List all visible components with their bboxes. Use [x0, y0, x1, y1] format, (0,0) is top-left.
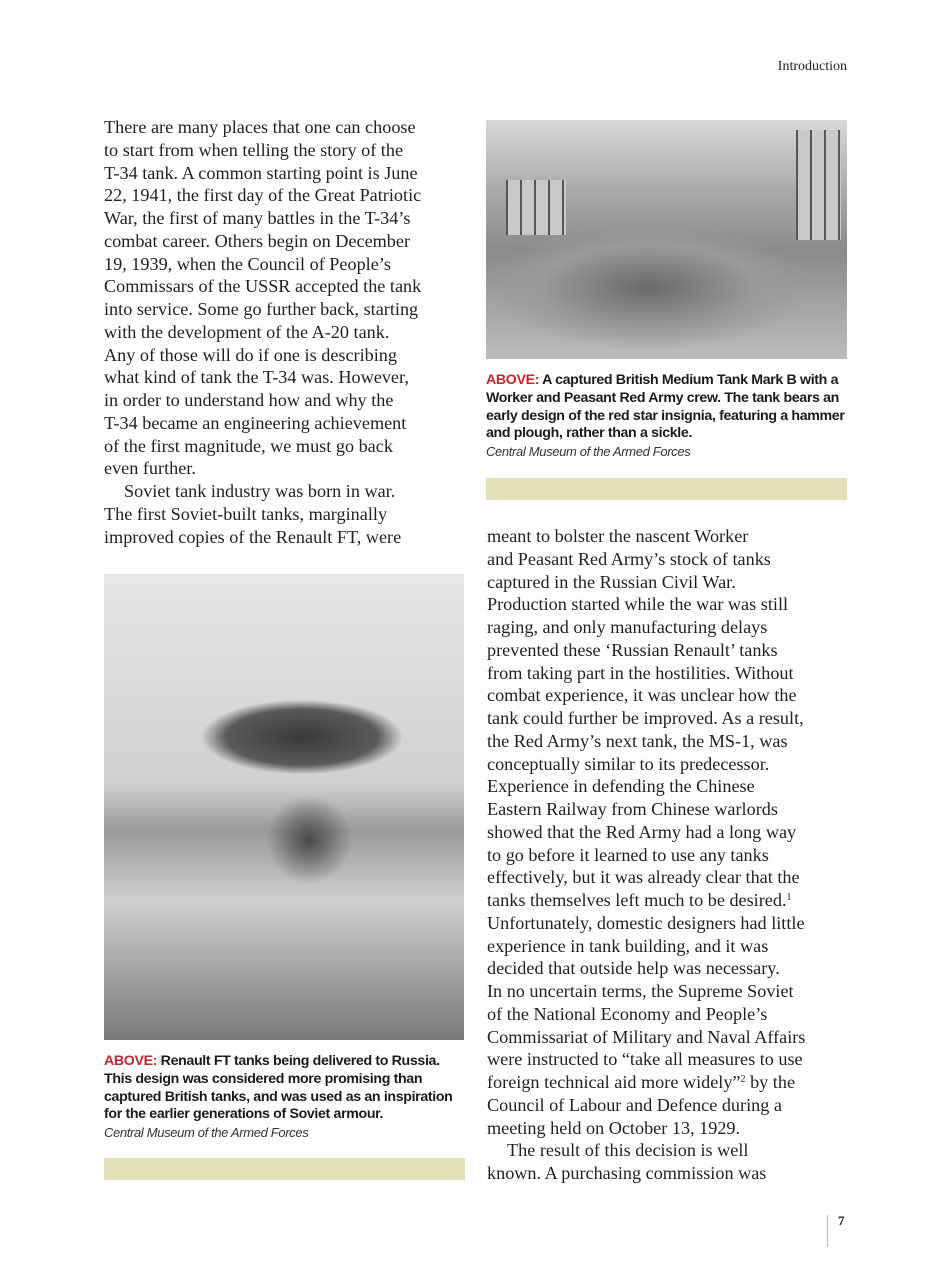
text-line-content: T-34 became an engineering achievement [104, 412, 407, 433]
text-line-content: The first Soviet-built tanks, marginally [104, 503, 388, 524]
text-line [487, 980, 805, 1003]
text-line-content: prevented these ‘Russian Renault’ tanks [487, 639, 778, 660]
footnote-ref: 1 [786, 892, 792, 903]
text-line-content: known. A purchasing commission was [487, 1163, 767, 1183]
running-header: Introduction [777, 59, 847, 74]
text-line-content: Commissariat of Military and Naval Affairs [487, 1026, 806, 1047]
text-line [104, 344, 421, 367]
text-line-content: to start from when telling the story of the [104, 139, 404, 160]
decorative-bar [104, 1158, 465, 1180]
photo-credit: Central Museum of the Armed Forces [104, 1125, 309, 1141]
text-line [487, 821, 805, 844]
text-line-content: Production started while the war was still [487, 594, 789, 615]
text-line [487, 957, 805, 980]
text-line-content: 22, 1941, the first day of the Great Patriotic [104, 185, 422, 206]
text-line [487, 1071, 805, 1094]
text-line [104, 321, 421, 344]
text-line-content: Experience in defending the Chinese [487, 776, 755, 797]
text-line [104, 162, 421, 185]
text-line-content: War, the first of many battles in the T-34’s [104, 208, 411, 228]
text-line [487, 1162, 805, 1185]
text-line [104, 503, 421, 526]
page-number: 7 [838, 1213, 845, 1228]
text-line-content: Eastern Railway from Chinese warlords [487, 799, 778, 819]
text-line-content: experience in tank building, and it was [487, 935, 769, 956]
text-line [104, 480, 421, 503]
text-line-content: 19, 1939, when the Council of People’s [104, 253, 391, 274]
text-line [487, 662, 805, 685]
text-line-content: from taking part in the hostilities. Without [487, 662, 794, 683]
text-line [104, 412, 421, 435]
text-line [104, 275, 421, 298]
text-line [487, 1026, 805, 1049]
footnote-ref: 2 [740, 1074, 746, 1085]
text-line [487, 684, 805, 707]
text-line [487, 730, 805, 753]
text-line-content: tank could further be improved. As a result, [487, 708, 804, 728]
text-line-content: with the development of the A-20 tank. [104, 321, 390, 342]
text-line-content: meeting held on October 13, 1929. [487, 1117, 741, 1138]
text-line-content: raging, and only manufacturing delays [487, 617, 768, 637]
decorative-bar [486, 478, 847, 500]
text-line [487, 798, 805, 821]
text-line [487, 593, 805, 616]
text-line-content: conceptually similar to its predecessor. [487, 753, 770, 774]
text-line-content: effectively, but it was already clear that the [487, 867, 800, 888]
page-number-rule [827, 1215, 828, 1247]
text-line-content: The result of this decision is well [507, 1140, 749, 1161]
text-line [487, 639, 805, 662]
text-line-content: what kind of tank the T-34 was. However, [104, 367, 409, 388]
text-line [104, 435, 421, 458]
text-line [487, 889, 805, 912]
text-line-content: by the [745, 1072, 796, 1092]
text-line [487, 912, 805, 935]
text-line-content: decided that outside help was necessary. [487, 958, 780, 979]
left-column-text [104, 116, 421, 548]
text-line [487, 571, 805, 594]
text-line-content: into service. Some go further back, starting [104, 299, 419, 319]
text-line-content: of the first magnitude, we must go back [104, 435, 393, 456]
text-line [104, 526, 421, 549]
text-line [487, 753, 805, 776]
text-line-content: Soviet tank industry was born in war. [124, 481, 396, 501]
text-line-content: were instructed to “take all measures to use [487, 1049, 803, 1070]
text-line-content: There are many places that one can choose [104, 117, 416, 137]
caption-bottom-left [104, 1053, 465, 1142]
text-line-content: tanks themselves left much to be desired. [487, 890, 787, 910]
text-line [487, 1139, 805, 1162]
text-line-content: meant to bolster the nascent Worker [487, 526, 749, 546]
text-line [487, 616, 805, 639]
text-line-content: even further. [104, 458, 196, 479]
text-line-content: the Red Army’s next tank, the MS-1, was [487, 730, 788, 751]
caption-label: ABOVE: [486, 372, 540, 388]
photo-renault-ft-delivery [104, 574, 464, 1040]
text-line [487, 525, 805, 548]
text-line [487, 707, 805, 730]
text-line [487, 866, 805, 889]
photo-credit: Central Museum of the Armed Forces [486, 444, 691, 460]
text-line [104, 139, 421, 162]
caption-text: Renault FT tanks being delivered to Russia. This design was considered more promising than captured British tanks, and was used as an inspiration for the earlier generations of Soviet armour. [104, 1053, 453, 1123]
text-line-content: combat experience, it was unclear how the [487, 685, 797, 706]
text-line-content: T-34 tank. A common starting point is June [104, 162, 418, 183]
text-line-content: combat career. Others begin on December [104, 230, 411, 251]
text-line [104, 184, 421, 207]
text-line [487, 1117, 805, 1140]
right-column-text [487, 525, 805, 1185]
text-line-content: In no uncertain terms, the Supreme Soviet [487, 981, 794, 1001]
text-line [104, 389, 421, 412]
text-line-content: captured in the Russian Civil War. [487, 571, 736, 592]
caption-label: ABOVE: [104, 1053, 158, 1069]
text-line [104, 298, 421, 321]
text-line [487, 844, 805, 867]
text-line-content: of the National Economy and People’s [487, 1003, 768, 1024]
text-line [104, 116, 421, 139]
text-line [104, 230, 421, 253]
text-line [104, 366, 421, 389]
text-line [487, 1094, 805, 1117]
text-line-content: Any of those will do if one is describing [104, 344, 397, 365]
caption-text: A captured British Medium Tank Mark B with a Worker and Peasant Red Army crew. The tank bears an early design of the red star insignia, featuring a hammer and plough, rather than a sickle. [486, 372, 845, 442]
text-line-content: to go before it learned to use any tanks [487, 844, 769, 865]
text-line [487, 1048, 805, 1071]
text-line [104, 253, 421, 276]
text-line-content: and Peasant Red Army’s stock of tanks [487, 548, 771, 569]
text-line-content: showed that the Red Army had a long way [487, 821, 797, 842]
text-line-content: Commissars of the USSR accepted the tank [104, 276, 422, 297]
text-line-content: in order to understand how and why the [104, 390, 394, 410]
text-line-content: Unfortunately, domestic designers had little [487, 912, 805, 933]
text-line [104, 207, 421, 230]
text-line [104, 457, 421, 480]
text-line-content: improved copies of the Renault FT, were [104, 526, 402, 547]
text-line-content: foreign technical aid more widely” [487, 1072, 741, 1092]
text-line [487, 935, 805, 958]
caption-top-right [486, 372, 847, 461]
photo-captured-mark-b-tank [486, 120, 847, 359]
text-line [487, 548, 805, 571]
text-line [487, 775, 805, 798]
text-line [487, 1003, 805, 1026]
text-line-content: Council of Labour and Defence during a [487, 1094, 782, 1115]
